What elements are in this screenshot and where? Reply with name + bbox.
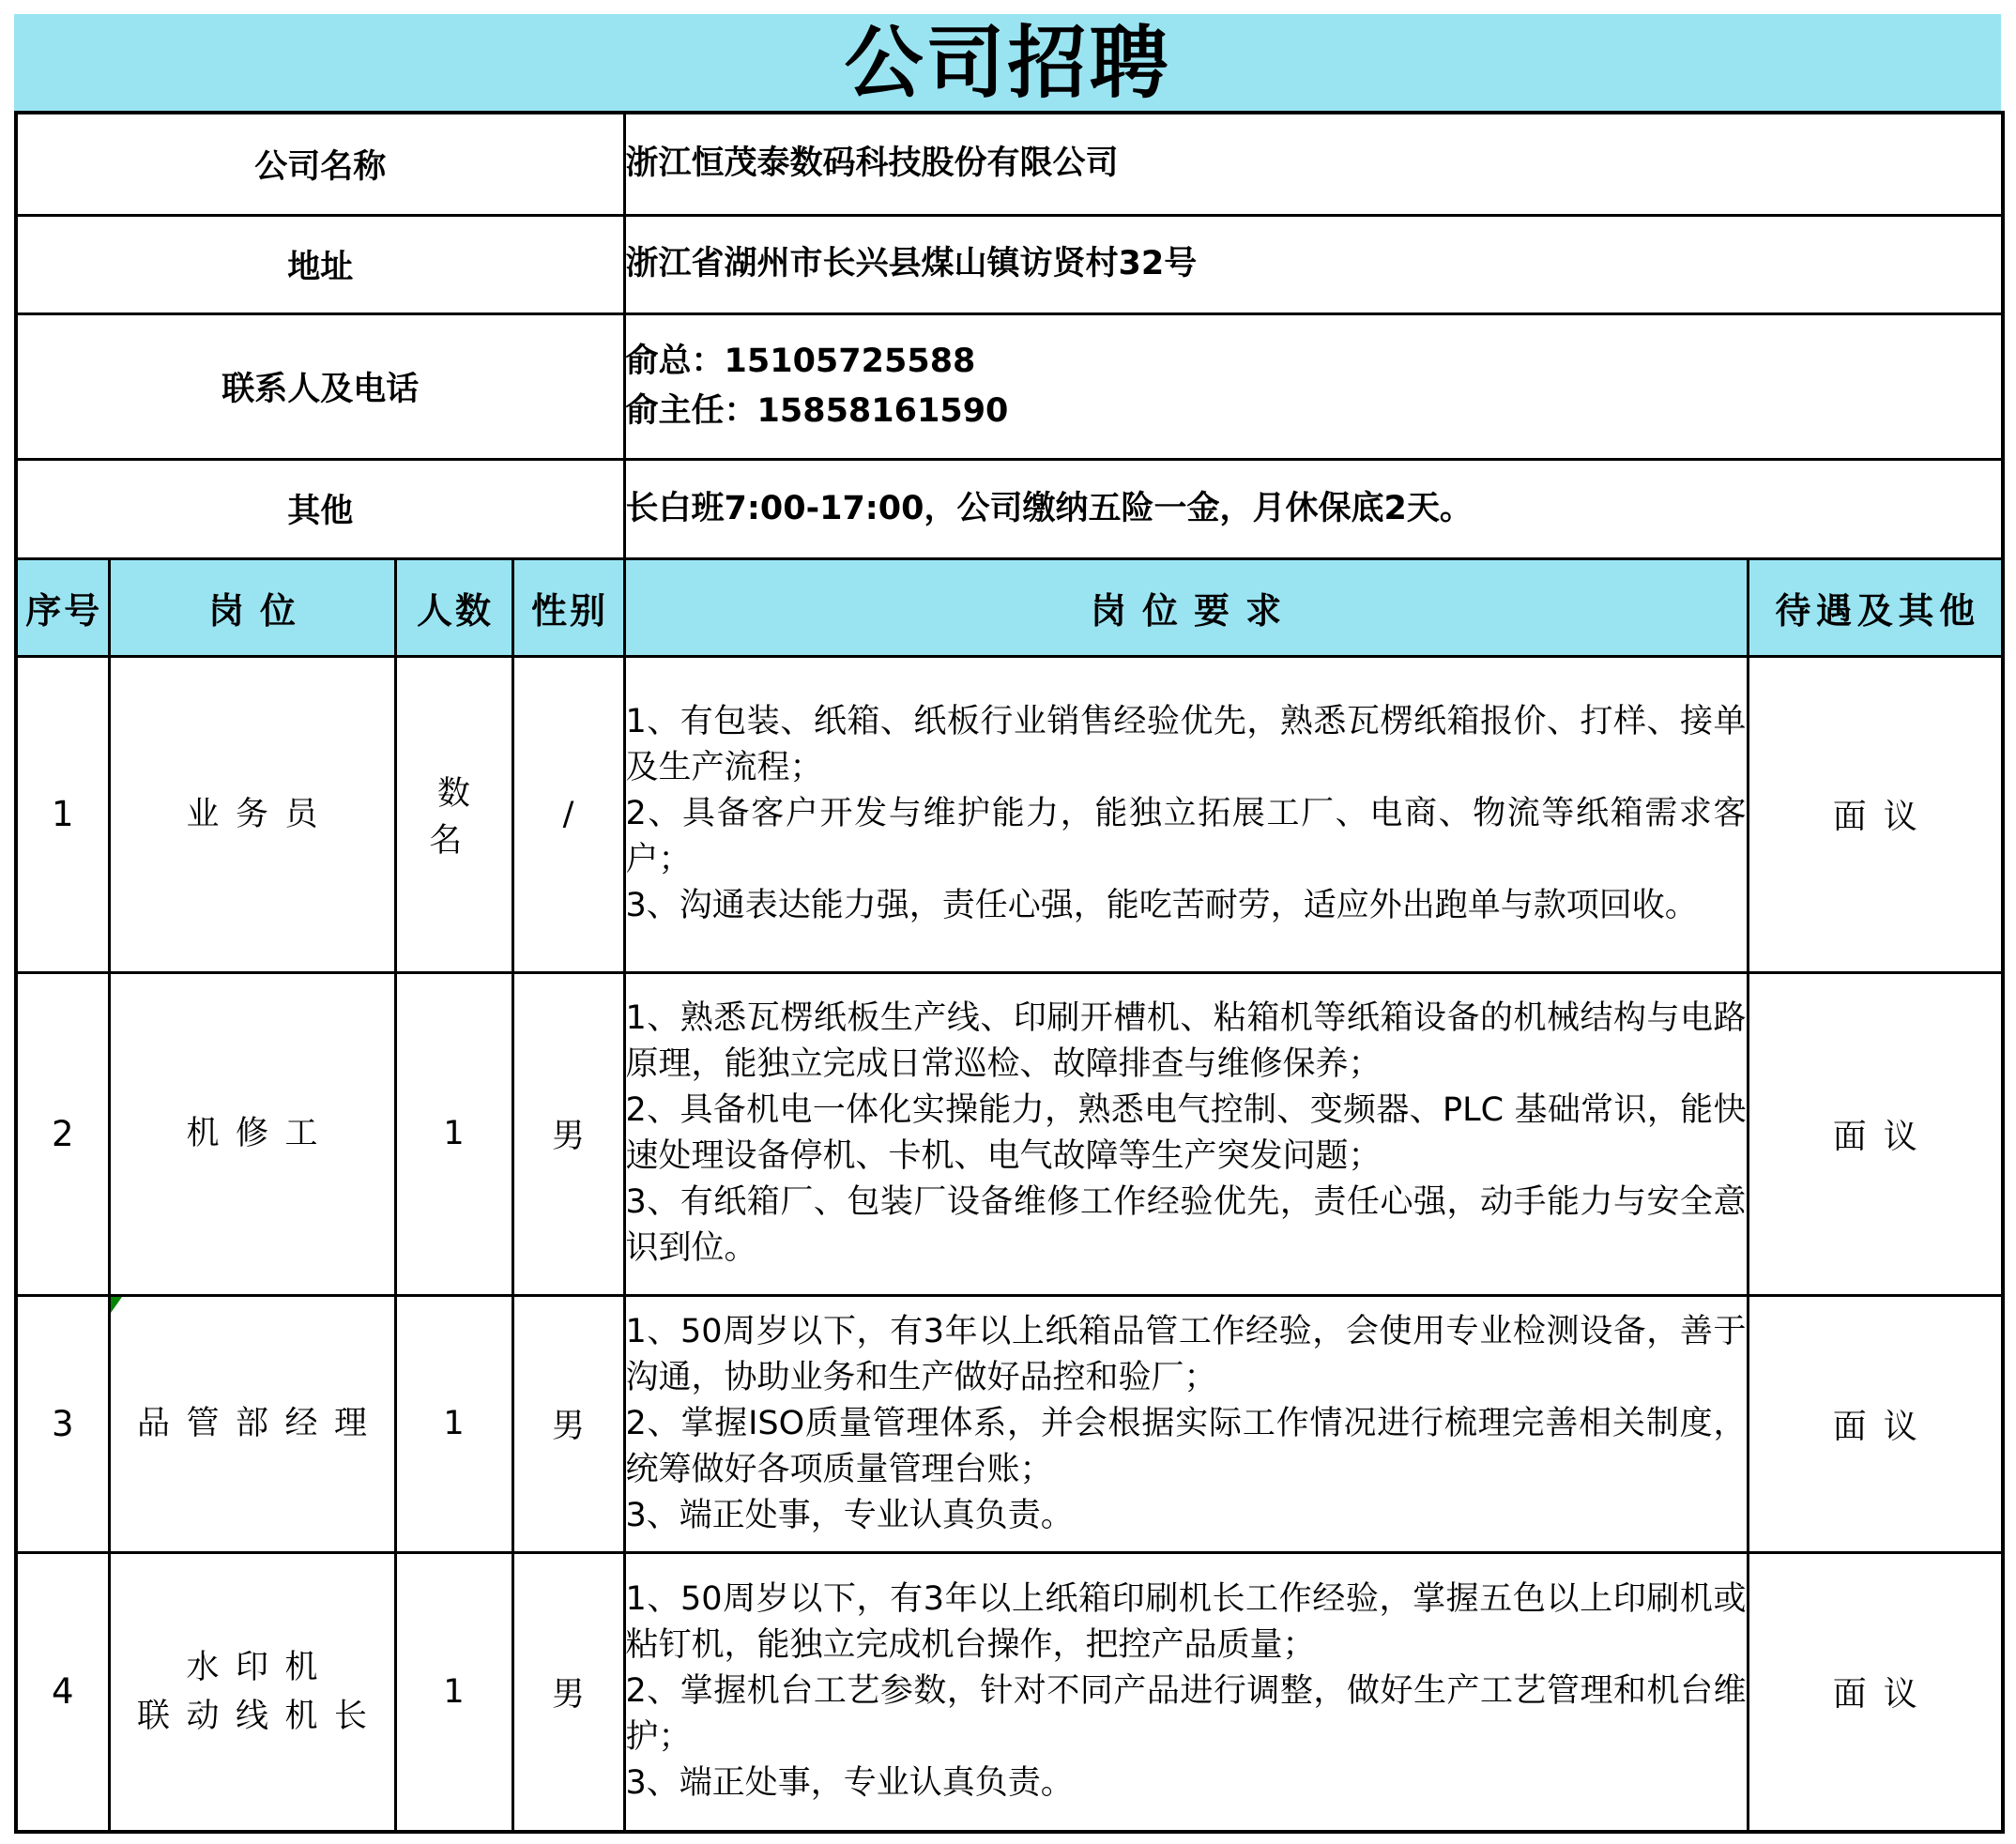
other-value: [624, 459, 2003, 558]
contact-label: 联系人及电话: [16, 313, 624, 459]
job-3-req-item-3: 3、端正处事，专业认真负责。: [625, 1496, 1074, 1534]
job-1-req-item-3: 3、沟通表达能力强，责任心强，能吃苦耐劳，适应外出跑单与款项回收。: [625, 887, 1698, 924]
job-2-count: [395, 972, 512, 1295]
job-2-count-text: 1: [443, 1115, 465, 1152]
job-3-requirements: [624, 1295, 1748, 1552]
job-1-req-item-1: 1、有包装、纸箱、纸板行业销售经验优先，熟悉瓦楞纸箱报价、打样、接单及生产流程；: [625, 703, 1747, 786]
info-row-address: [16, 215, 2003, 313]
job-4-count-text: 1: [443, 1672, 465, 1711]
contact-line-2: 俞主任：15858161590: [625, 391, 1009, 430]
info-row-other: [16, 459, 2003, 558]
address-label: 地址: [16, 215, 624, 313]
header-cell-requirements: [624, 558, 1748, 656]
job-4-req-item-1: 1、50周岁以下，有3年以上纸箱印刷机长工作经验，掌握五色以上印刷机或粘钉机，能独立完成机台操作，把控产品质量；: [625, 1580, 1747, 1665]
header-cell-gender: [512, 558, 624, 656]
job-2-gender: 男: [512, 972, 624, 1295]
job-1-salary-text: 面议: [1832, 798, 1934, 836]
job-2-position-text: 机修工: [186, 1115, 334, 1152]
address-text: 浙江省湖州市长兴县煤山镇访贤村32号: [625, 245, 1198, 282]
contact-value: [624, 313, 2003, 459]
header-salary-label: 待遇及其他: [1775, 589, 1980, 632]
header-no-label: 序号: [25, 589, 103, 632]
job-4-position: [109, 1552, 395, 1832]
job-1-requirements: [624, 656, 1748, 972]
job-4-position-line-1: 水印机: [186, 1648, 334, 1686]
header-cell-count: [395, 558, 512, 656]
job-1-position: [109, 656, 395, 972]
job-4-count: [395, 1552, 512, 1832]
company-name-label: 公司名称: [16, 113, 624, 215]
page-title: 公司招聘: [844, 16, 1171, 109]
address-value: [624, 215, 2003, 313]
job-4-req-item-2: 2、掌握机台工艺参数，针对不同产品进行调整，做好生产工艺管理和机台维护；: [625, 1672, 1747, 1757]
header-count-label: 人数: [416, 589, 495, 632]
job-2-no: 2: [16, 972, 109, 1295]
jobs-header-row: [16, 558, 2003, 656]
job-2-requirements: [624, 972, 1748, 1295]
job-3-salary-text: 面议: [1832, 1407, 1934, 1446]
job-2-salary-text: 面议: [1832, 1117, 1934, 1156]
header-position-label: 岗位: [207, 589, 313, 632]
job-2-salary: [1748, 972, 2003, 1295]
header-gender-label: 性别: [530, 589, 609, 632]
info-row-contact: [16, 313, 2003, 459]
job-4-salary-text: 面议: [1832, 1675, 1934, 1714]
job-3-req-item-1: 1、50周岁以下，有3年以上纸箱品管工作经验，会使用专业检测设备，善于沟通，协助业务和生产做好品控和验厂；: [625, 1312, 1747, 1396]
job-4-gender: 男: [512, 1552, 624, 1832]
header-cell-position: [109, 558, 395, 656]
job-3-req-item-2: 2、掌握ISO质量管理体系，并会根据实际工作情况进行梳理完善相关制度，统筹做好各项质量管理台账；: [625, 1404, 1747, 1488]
job-3-position-text: 品管部经理: [136, 1405, 384, 1442]
job-4-req-item-3: 3、端正处事，专业认真负责。: [625, 1764, 1074, 1803]
job-1-count: [395, 656, 512, 972]
job-1-salary: [1748, 656, 2003, 972]
job-4-position-line-2: 联动线机长: [136, 1697, 384, 1735]
job-1-count-text: 数名: [429, 774, 487, 860]
other-label: 其他: [16, 459, 624, 558]
job-3-no: 3: [16, 1295, 109, 1552]
job-3-count: [395, 1295, 512, 1552]
job-3-count-text: 1: [443, 1405, 465, 1442]
job-1-gender: /: [512, 656, 624, 972]
job-row-3: [16, 1295, 2003, 1552]
job-2-req-item-2: 2、具备机电一体化实操能力，熟悉电气控制、变频器、PLC 基础常识，能快速处理设备停机、卡机、电气故障等生产突发问题；: [625, 1091, 1747, 1175]
recruitment-sheet: [14, 14, 2001, 1834]
info-row-company-name: [16, 113, 2003, 215]
cell-error-flag-icon: [111, 1297, 122, 1313]
company-name-value: [624, 113, 2003, 215]
other-text: 长白班7:00-17:00，公司缴纳五险一金，月休保底2天。: [625, 489, 1473, 527]
job-1-position-text: 业务员: [186, 795, 334, 833]
job-2-req-item-1: 1、熟悉瓦楞纸板生产线、印刷开槽机、粘箱机等纸箱设备的机械结构与电路原理，能独立完成日常巡检、故障排查与维修保养；: [625, 999, 1747, 1083]
job-2-position: [109, 972, 395, 1295]
job-2-req-item-3: 3、有纸箱厂、包装厂设备维修工作经验优先，责任心强，动手能力与安全意识到位。: [625, 1183, 1747, 1267]
job-row-1: [16, 656, 2003, 972]
job-3-position: [109, 1295, 395, 1552]
job-row-4: [16, 1552, 2003, 1832]
recruitment-table: [14, 111, 2005, 1834]
header-cell-no: [16, 558, 109, 656]
job-4-salary: [1748, 1552, 2003, 1832]
job-4-no: 4: [16, 1552, 109, 1832]
job-row-2: [16, 972, 2003, 1295]
job-1-no: 1: [16, 656, 109, 972]
job-3-gender: 男: [512, 1295, 624, 1552]
company-name-text: 浙江恒茂泰数码科技股份有限公司: [625, 145, 1119, 183]
job-3-salary: [1748, 1295, 2003, 1552]
header-requirements-label: 岗位要求: [1090, 589, 1298, 632]
title-banner: [14, 14, 2001, 111]
contact-line-1: 俞总：15105725588: [625, 342, 976, 380]
header-cell-salary: [1748, 558, 2003, 656]
job-1-req-item-2: 2、具备客户开发与维护能力，能独立拓展工厂、电商、物流等纸箱需求客户；: [625, 795, 1747, 878]
job-4-requirements: [624, 1552, 1748, 1832]
